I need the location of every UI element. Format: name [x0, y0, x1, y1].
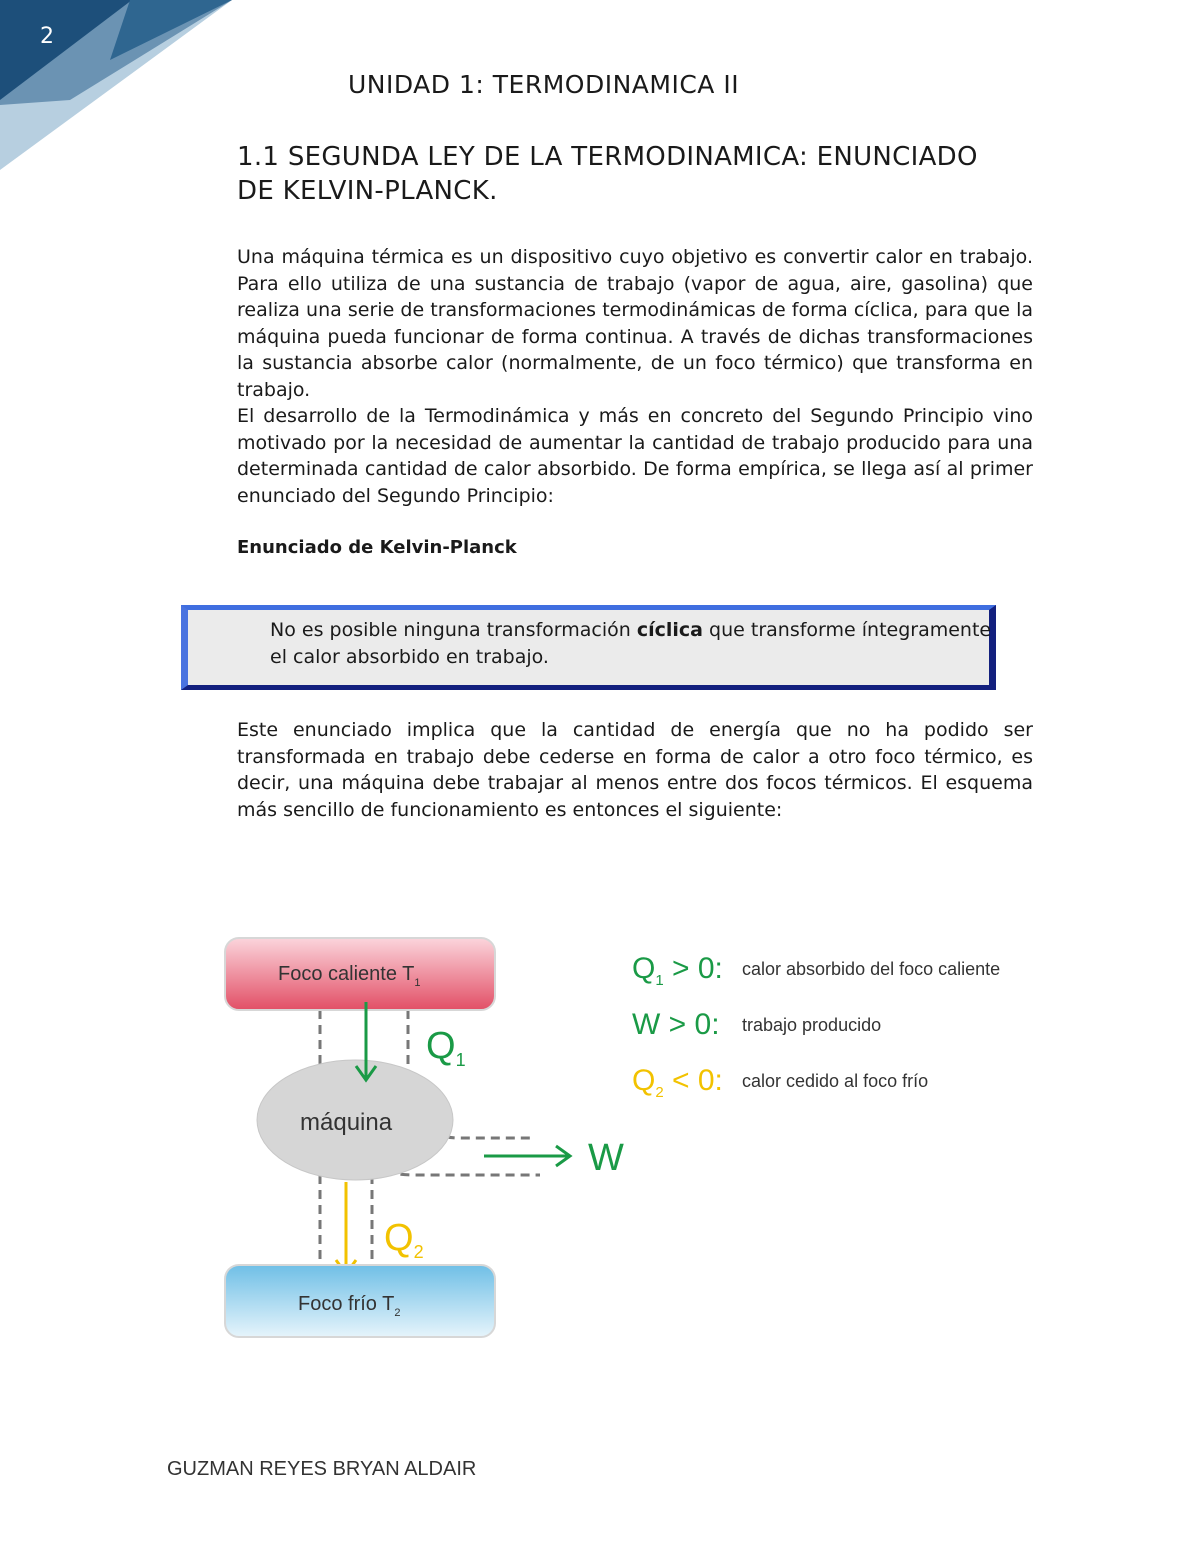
quote-before: No es posible ninguna transformación: [270, 619, 637, 641]
machine-label: máquina: [300, 1109, 393, 1136]
hot-source-label: Foco caliente $T_1$: [278, 963, 421, 989]
legend-symbol-2: $Q_2 < 0$:: [632, 1064, 723, 1101]
legend-text-0: calor absorbido del foco caliente: [742, 959, 1001, 979]
paragraph-3: Este enunciado implica que la cantidad de energía que no ha podido ser transformada en trabajo debe cederse en forma de calor a otro foco térmico, es decir, una máquina debe trabajar al menos entre dos focos térmicos. El esquema más sencillo de funcionamiento es entonces el siguiente:: [237, 719, 1033, 821]
legend: [632, 952, 1000, 1101]
paragraph-2: El desarrollo de la Termodinámica y más en concreto del Segundo Principio vino motivado por la necesidad de aumentar la cantidad de trabajo producido para una determinada cantidad de calor absorbido. De forma empírica, se llega así al primer enunciado del Segundo Principio:: [237, 405, 1033, 507]
subheading: Enunciado de Kelvin-Planck: [237, 537, 517, 558]
unit-title: UNIDAD 1: TERMODINAMICA II: [348, 70, 740, 99]
corner-decoration: [0, 0, 240, 170]
section-title-line1: 1.1 SEGUNDA LEY DE LA TERMODINAMICA: ENUNCIADO: [237, 142, 978, 172]
w-label: W: [588, 1137, 624, 1179]
author-footer: GUZMAN REYES BRYAN ALDAIR: [167, 1458, 477, 1480]
q2-label: $Q_2$: [384, 1217, 424, 1262]
intro-paragraphs: [237, 244, 1033, 509]
section-title: [237, 140, 1037, 208]
legend-text-2: calor cedido al foco frío: [742, 1071, 929, 1091]
legend-text-1: trabajo producido: [742, 1015, 882, 1035]
quote-text: [270, 617, 1010, 671]
w-arrow: [484, 1146, 570, 1166]
quote-line2: el calor absorbido en trabajo.: [270, 646, 549, 668]
quote-bold: cíclica: [636, 619, 704, 641]
paragraph-1: Una máquina térmica es un dispositivo cuyo objetivo es convertir calor en trabajo. Para ello utiliza de una sustancia de trabajo (vapor de agua, aire, gasolina) que realiza una serie de transformaciones termodinámicas de forma cíclica, para que la máquina pueda funcionar de forma continua. A través de dichas transformaciones la sustancia absorbe calor (normalmente, de un foco térmico) que transforma en trabajo.: [237, 246, 1033, 401]
page-number: 2: [40, 24, 54, 49]
legend-symbol-0: $Q_1 > 0$:: [632, 952, 723, 989]
cold-source-label: Foco frío $T_2$: [298, 1293, 401, 1319]
q1-arrow: [356, 1002, 376, 1080]
kelvin-planck-quote-box: [181, 605, 996, 690]
quote-after: que transforme íntegramente: [703, 619, 992, 641]
q1-label: $Q_1$: [426, 1025, 466, 1070]
legend-symbol-1: W > 0:: [632, 1008, 720, 1041]
q2-arrow: [336, 1182, 356, 1274]
heat-engine-diagram: [200, 920, 1040, 1360]
section-title-line2: DE KELVIN-PLANCK.: [237, 176, 498, 206]
